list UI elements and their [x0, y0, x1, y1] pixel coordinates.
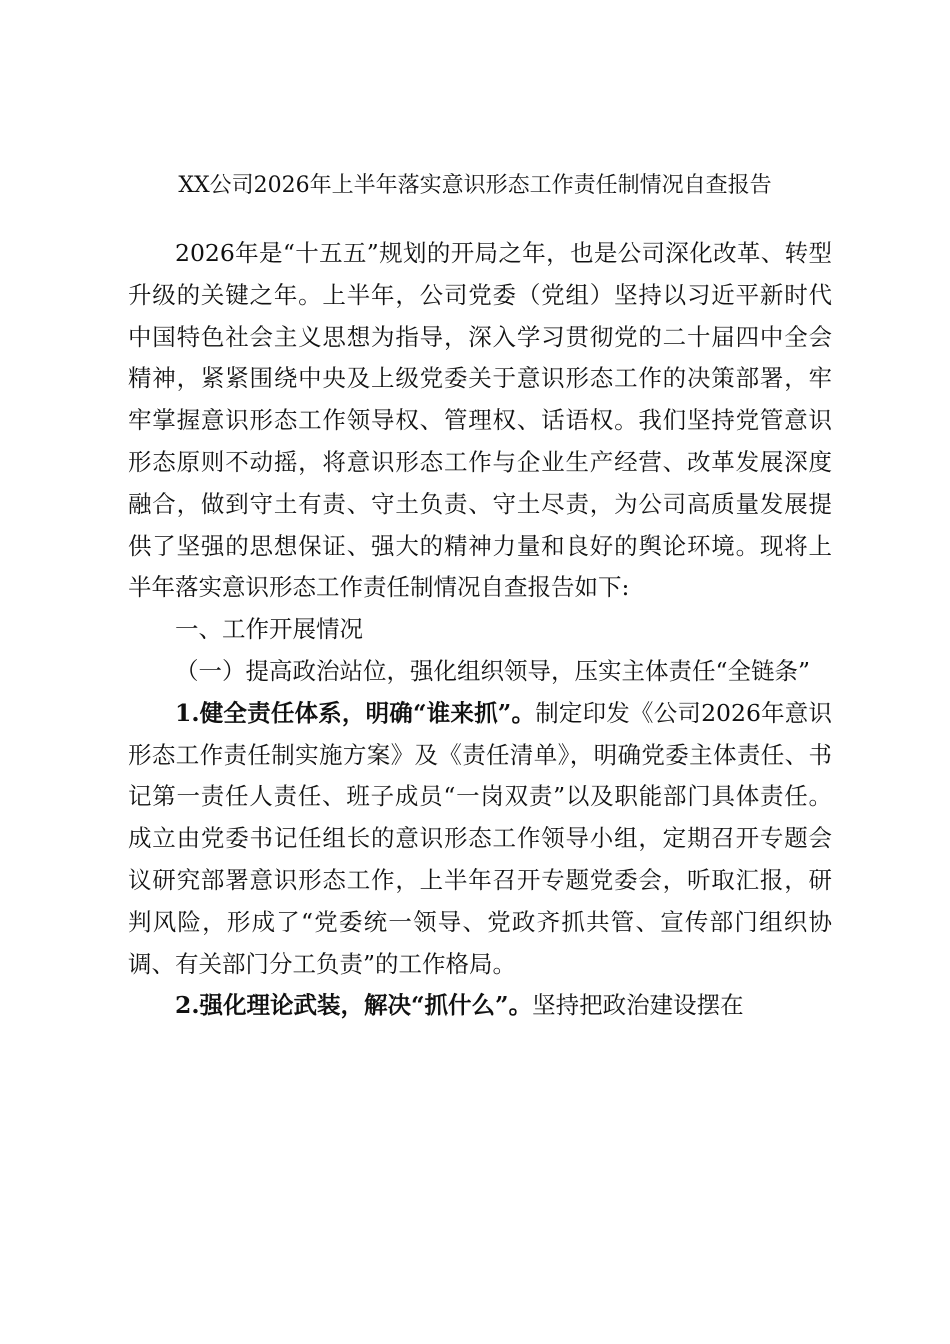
item-1-body: 制定印发《公司2026年意识形态工作责任制实施方案》及《责任清单》，明确党委主体责任、书记第一责任人责任、班子成员“一岗双责”以及职能部门具体责任。成立由党委书记任组长的意识形态工作领导小组，定期召开专题会议研究部署意识形态工作，上半年召开专题党委会，听取汇报，研判风险，形成了“党委统一领导、党政齐抓共管、宣传部门组织协调、有关部门分工负责”的工作格局。 — [128, 698, 832, 978]
subsection-heading: （一）提高政治站位，强化组织领导，压实主体责任“全链条” — [175, 656, 811, 685]
document-body — [128, 233, 832, 1027]
document-title: XX公司2026年上半年落实意识形态工作责任制情况自查报告 — [178, 173, 772, 198]
item-2-body: 坚持把政治建设摆在 — [532, 991, 744, 1020]
item-paragraph-1 — [128, 693, 832, 986]
item-paragraph-2 — [128, 985, 832, 1027]
item-2-lead: 2.强化理论武装，解决“抓什么”。 — [175, 991, 533, 1020]
item-1-lead: 1.健全责任体系，明确“谁来抓”。 — [175, 698, 536, 727]
section-heading: 一、工作开展情况 — [175, 615, 363, 644]
intro-paragraph: 2026年是“十五五”规划的开局之年，也是公司深化改革、转型升级的关键之年。上半年，公司党委（党组）坚持以习近平新时代中国特色社会主义思想为指导，深入学习贯彻党的二十届四中全会精神，紧紧围绕中央及上级党委关于意识形态工作的决策部署，牢牢掌握意识形态工作领导权、管理权、话语权。我们坚持党管意识形态原则不动摇，将意识形态工作与企业生产经营、改革发展深度融合，做到守土有责、守土负责、守土尽责，为公司高质量发展提供了坚强的思想保证、强大的精神力量和良好的舆论环境。现将上半年落实意识形态工作责任制情况自查报告如下: — [128, 239, 832, 602]
